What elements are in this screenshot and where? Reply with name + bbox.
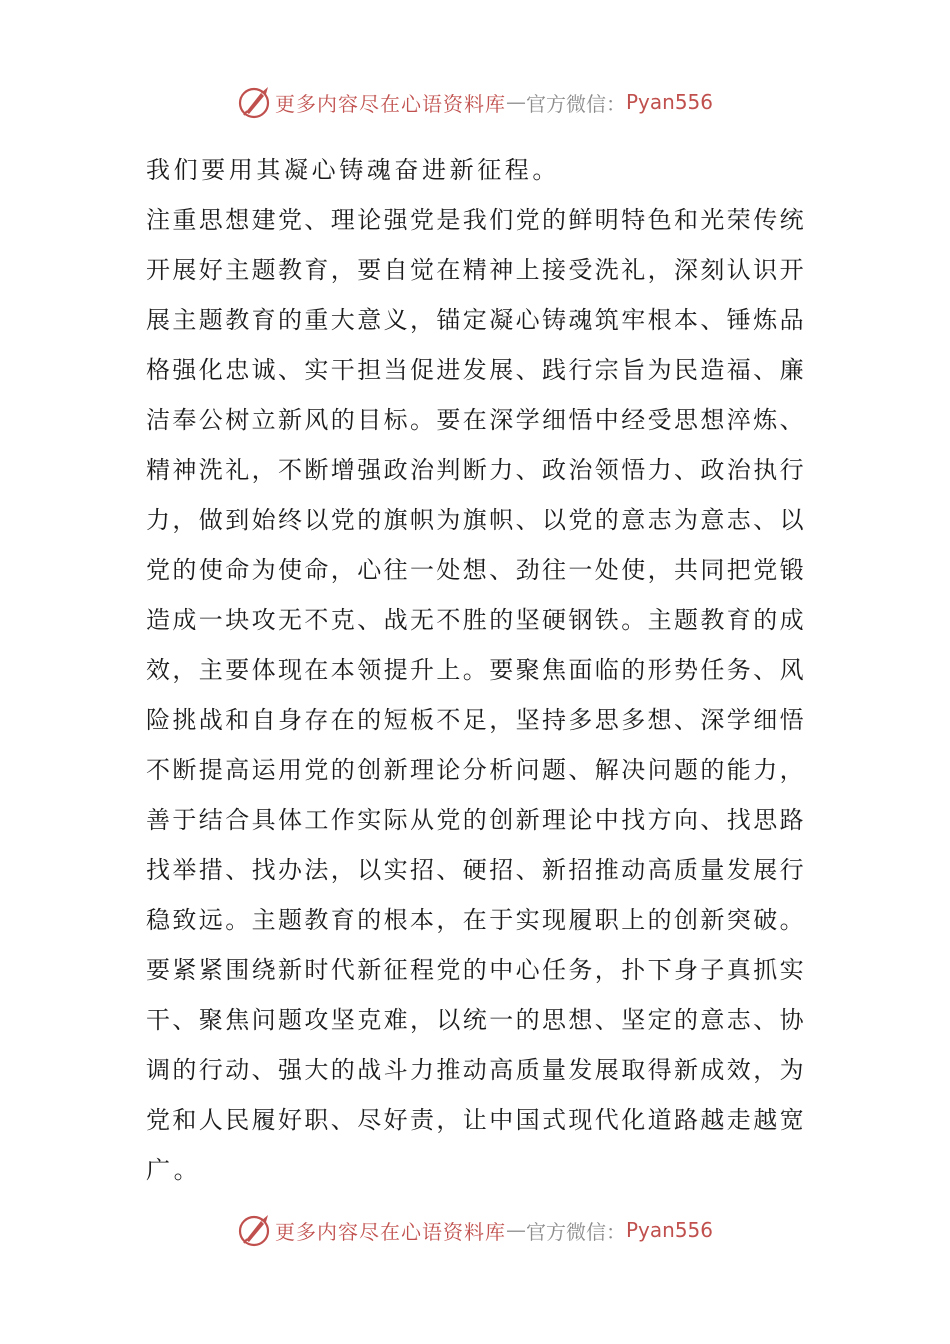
body-line: 注重思想建党、理论强党是我们党的鲜明特色和光荣传统 <box>146 206 806 234</box>
body-line: 党和人民履好职、尽好责，让中国式现代化道路越走越宽 <box>146 1106 806 1134</box>
body-line: 险挑战和自身存在的短板不足，坚持多思多想、深学细悟 <box>146 706 806 734</box>
wechat-id: Pyan556 <box>625 90 713 114</box>
body-line: 干、聚焦问题攻坚克难，以统一的思想、坚定的意志、协 <box>146 1006 806 1034</box>
body-line: 稳致远。主题教育的根本，在于实现履职上的创新突破。 <box>146 906 806 934</box>
body-line: 广。 <box>146 1156 202 1184</box>
document-body <box>146 145 806 1195</box>
body-line: 党的使命为使命，心往一处想、劲往一处使，共同把党锻 <box>146 556 806 584</box>
body-line: 调的行动、强大的战斗力推动高质量发展取得新成效，为 <box>146 1056 806 1084</box>
wechat-label: 官方微信： <box>525 91 626 116</box>
body-line: 我们要用其凝心铸魂奋进新征程。 <box>146 156 560 184</box>
quill-pen-logo-icon <box>237 1213 271 1247</box>
body-line: 不断提高运用党的创新理论分析问题、解决问题的能力， <box>146 756 806 784</box>
banner-title: 更多内容尽在心语资料库 <box>274 1219 506 1244</box>
body-line: 洁奉公树立新风的目标。要在深学细悟中经受思想淬炼、 <box>146 406 806 434</box>
quill-pen-logo-icon <box>237 85 271 119</box>
body-line: 精神洗礼，不断增强政治判断力、政治领悟力、政治执行 <box>146 456 806 484</box>
body-line: 效，主要体现在本领提升上。要聚焦面临的形势任务、风 <box>146 656 806 684</box>
footer-banner <box>0 1208 950 1252</box>
banner-separator: — <box>505 1218 526 1242</box>
body-line: 找举措、找办法，以实招、硬招、新招推动高质量发展行 <box>146 856 806 884</box>
wechat-id: Pyan556 <box>625 1218 713 1242</box>
body-line: 格强化忠诚、实干担当促进发展、践行宗旨为民造福、廉 <box>146 356 806 384</box>
header-banner <box>0 80 950 124</box>
banner-separator: — <box>505 90 526 114</box>
body-line: 善于结合具体工作实际从党的创新理论中找方向、找思路 <box>146 806 806 834</box>
body-line: 力，做到始终以党的旗帜为旗帜、以党的意志为意志、以 <box>146 506 806 534</box>
body-line: 展主题教育的重大意义，锚定凝心铸魂筑牢根本、锤炼品 <box>146 306 806 334</box>
body-line: 要紧紧围绕新时代新征程党的中心任务，扑下身子真抓实 <box>146 956 806 984</box>
banner-title: 更多内容尽在心语资料库 <box>274 91 506 116</box>
wechat-label: 官方微信： <box>525 1219 626 1244</box>
body-line: 开展好主题教育，要自觉在精神上接受洗礼，深刻认识开 <box>146 256 806 284</box>
body-line: 造成一块攻无不克、战无不胜的坚硬钢铁。主题教育的成 <box>146 606 806 634</box>
